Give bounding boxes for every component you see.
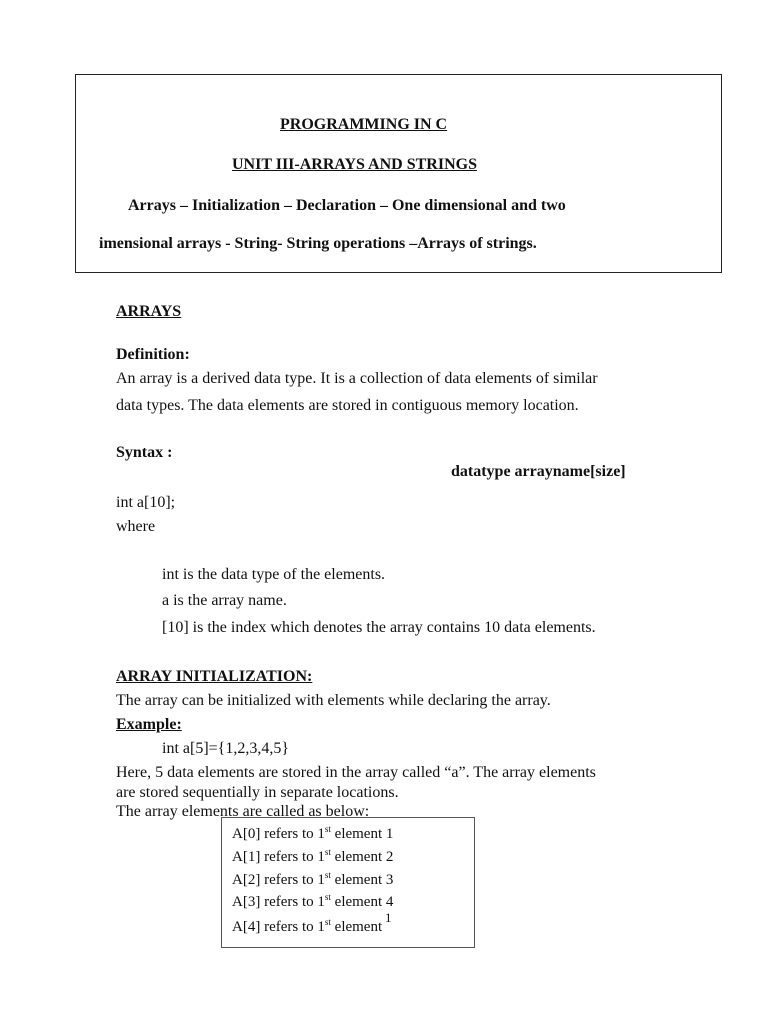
example-label: Example: — [116, 716, 182, 733]
reference-row: A[1] refers to 1st element 2 — [232, 847, 394, 865]
initialization-intro: The array can be initialized with elements while declaring the array. — [116, 692, 551, 709]
definition-line-2: data types. The data elements are stored in contiguous memory location. — [116, 397, 579, 414]
initialization-desc-2: are stored sequentially in separate locations. — [116, 784, 399, 801]
unit-title: UNIT III-ARRAYS AND STRINGS — [232, 156, 477, 173]
document-title: PROGRAMMING IN C — [280, 116, 448, 133]
initialization-desc-1: Here, 5 data elements are stored in the array called “a”. The array elements — [116, 764, 596, 781]
explanation-item: [10] is the index which denotes the array contains 10 data elements. — [162, 619, 596, 636]
definition-label: Definition: — [116, 346, 190, 363]
definition-line-1: An array is a derived data type. It is a collection of data elements of similar — [116, 370, 598, 387]
topics-line-2: imensional arrays - String- String operations –Arrays of strings. — [99, 235, 537, 252]
where-label: where — [116, 518, 156, 535]
explanation-item: int is the data type of the elements. — [162, 566, 386, 583]
initialization-desc-3: The array elements are called as below: — [116, 803, 370, 820]
explanation-item: a is the array name. — [162, 592, 287, 609]
reference-row: A[3] refers to 1st element 4 — [232, 892, 394, 910]
syntax-label: Syntax : — [116, 444, 173, 461]
initialization-code: int a[5]={1,2,3,4,5} — [162, 740, 290, 757]
syntax-value: datatype arrayname[size] — [451, 463, 626, 480]
reference-row: A[2] refers to 1st element 3 — [232, 870, 394, 888]
page-number: 1 — [385, 910, 392, 925]
arrays-heading: ARRAYS — [116, 303, 182, 320]
example-declaration: int a[10]; — [116, 494, 176, 511]
topics-line-1: Arrays – Initialization – Declaration – One dimensional and two — [128, 197, 566, 214]
reference-row: A[0] refers to 1st element 1 — [232, 824, 394, 842]
reference-row: A[4] refers to 1st element — [232, 917, 383, 935]
initialization-heading: ARRAY INITIALIZATION: — [116, 668, 313, 685]
